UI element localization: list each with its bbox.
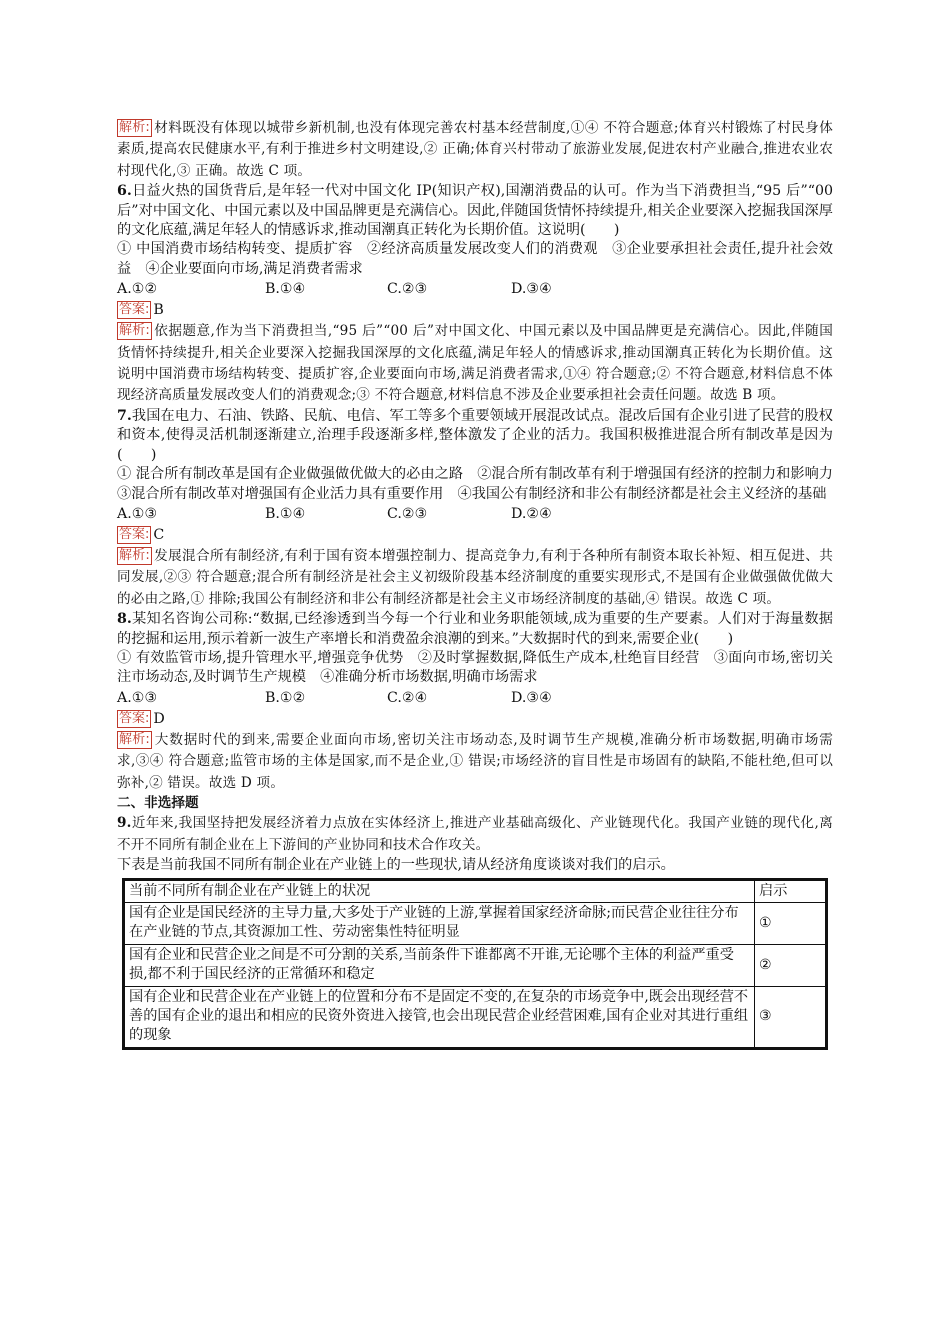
header-status: 当前不同所有制企业在产业链上的状况 [124,879,755,902]
table-row [124,944,827,986]
answer-value: C [153,526,165,543]
option-d: D.③④ [511,281,552,298]
table-cell: 国有企业和民营企业在产业链上的位置和分布不是固定不变的,在复杂的市场竞争中,既会出现经营不善的国有企业的退出和相应的民资外资进入接管,也会出现民营企业经营困难,国有企业对其进行重组的现象 [124,986,755,1048]
analysis-text: 依据题意,作为当下消费担当,“95 后”“00 后”对中国文化、中国元素以及中国品牌更是充满信心。因此,伴随国货情怀持续提升,相关企业要深入挖掘我国深厚的文化底蕴,满足年轻人的情感诉求,推动国潮真正转化为长期价值。这说明中国消费市场结构转变、提质扩容,企业要面向市场,满足消费者需求,①④ 符合题意;② 不符合题意,材料信息不体现经济高质量发展改变人们的消费观念;③ 不符合题意,材料信息不涉及企业要承担社会责任问题。故选 B 项。 [117,323,833,404]
question-stem [117,182,833,240]
option-d: D.③④ [511,689,552,706]
question-number: 9. [117,815,132,832]
section-heading: 二、非选择题 [117,794,199,811]
option-b: B.①④ [265,281,306,298]
table-header-row [124,879,827,902]
question-stem [117,407,833,465]
answer-value: B [153,302,164,319]
question-6 [117,182,833,407]
option-c: C.②③ [387,505,428,522]
answer-options [117,688,833,708]
analysis-text: 发展混合所有制经济,有利于国有资本增强控制力、提高竞争力,有利于各种所有制资本取长补短、相互促进、共同发展,②③ 符合题意;混合所有制经济是社会主义初级阶段基本经济制度的重要实现形式,不是国有企业做强做优做大的必由之路,① 排除;我国公有制经济和非公有制经济都是社会主义市场经济制度的基础,④ 错误。故选 C 项。 [117,547,833,607]
analysis-tag: 解析: [119,323,150,339]
option-d: D.②④ [511,505,552,522]
question-8 [117,610,833,794]
table-cell: ① [755,903,827,945]
answer-line [117,708,833,730]
stem-text: 我国在电力、石油、铁路、民航、电信、军工等多个重要领域开展混改试点。混改后国有企业引进了民营的股权和资本,使得灵活机制逐渐建立,治理手段逐渐多样,整体激发了企业的活力。我国积极推进混合所有制改革是因为( ) [117,407,833,463]
status-table [122,878,828,1050]
analysis-block [117,730,833,794]
option-a: A.①③ [117,505,158,522]
question-stem [117,610,833,649]
option-c: C.②③ [387,281,428,298]
answer-options [117,504,833,524]
stem-text: 近年来,我国坚持把发展经济着力点放在实体经济上,推进产业基础高级化、产业链现代化。我国产业链的现代化,离不开不同所有制企业在上下游间的产业协同和技术合作攻关。 [117,815,833,853]
question-7 [117,407,848,610]
analysis-text: 大数据时代的到来,需要企业面向市场,密切关注市场动态,及时调节生产规模,准确分析市场数据,明确市场需求,③④ 符合题意;监管市场的主体是国家,而不是企业,① 错误;市场经济的盲目性是市场固有的缺陷,不能杜绝,但可以弥补,② 错误。故选 D 项。 [117,731,833,791]
question-number: 8. [117,611,132,628]
analysis-text: 材料既没有体现以城带乡新机制,也没有体现完善农村基本经营制度,①④ 不符合题意;体育兴村锻炼了村民身体素质,提高农民健康水平,有利于推进乡村文明建设,② 正确;体育兴村带动了旅游业发展,促进农村产业融合,推进农业农村现代化,③ 正确。故选 C 项。 [117,120,833,179]
table-cell: 国有企业是国民经济的主导力量,大多处于产业链的上游,掌握着国家经济命脉;而民营企业往往分布在产业链的节点,其资源加工性、劳动密集性特征明显 [124,903,755,945]
answer-tag: 答案: [119,710,150,726]
analysis-block [117,546,833,610]
option-a: A.①② [117,281,158,298]
question-instruction: 下表是当前我国不同所有制企业在产业链上的一些现状,请从经济角度谈谈对我们的启示。 [117,857,675,874]
analysis-tag: 解析: [119,731,150,747]
table-row [124,986,827,1048]
question-9 [117,813,833,1049]
answer-tag: 答案: [119,526,150,542]
question-number: 6. [117,183,132,200]
choice-statements: ① 混合所有制改革是国有企业做强做优做大的必由之路 ②混合所有制改革有利于增强国有经济的控制力和影响力 ③混合所有制改革对增强国有企业活力具有重要作用 ④我国公有制经济和非公有制经济都是社会主义经济的基础 [117,466,848,502]
answer-options [117,279,833,299]
option-b: B.①④ [265,505,306,522]
analysis-tag: 解析: [119,120,150,135]
answer-line [117,524,833,546]
answer-line [117,299,833,321]
choice-statements: ① 有效监管市场,提升管理水平,增强竞争优势 ②及时掌握数据,降低生产成本,杜绝盲目经营 ③面向市场,密切关注市场动态,及时调节生产规模 ④准确分析市场数据,明确市场需求 [117,649,833,686]
question-number: 7. [117,407,132,424]
analysis-tag: 解析: [119,547,150,563]
analysis-q5 [117,118,833,182]
analysis-block [117,321,833,407]
option-b: B.①② [265,689,306,706]
stem-text: 某知名咨询公司称:“数据,已经渗透到当今每一个行业和业务职能领域,成为重要的生产要素。人们对于海量数据的挖掘和运用,预示着新一波生产率增长和消费盈余浪潮的到来。”大数据时代的到来,需要企业( ) [117,611,833,647]
table-cell: 国有企业和民营企业之间是不可分割的关系,当前条件下谁都离不开谁,无论哪个主体的利益严重受损,都不利于国民经济的正常循环和稳定 [124,944,755,986]
document-page [117,118,848,1050]
option-a: A.①③ [117,689,158,706]
choice-statements: ① 中国消费市场结构转变、提质扩容 ②经济高质量发展改变人们的消费观 ③企业要承担社会责任,提升社会效益 ④企业要面向市场,满足消费者需求 [117,241,833,277]
table-cell: ③ [755,986,827,1048]
answer-tag: 答案: [119,302,150,318]
table-cell: ② [755,944,827,986]
question-stem [117,813,833,856]
stem-text: 日益火热的国货背后,是年轻一代对中国文化 IP(知识产权),国潮消费品的认可。作为当下消费担当,“95 后”“00 后”对中国文化、中国元素以及中国品牌更是充满信心。因此,伴随国货情怀持续提升,相关企业要深入挖掘我国深厚的文化底蕴,满足年轻人的情感诉求,推动国潮真正转化为长期价值。这说明( ) [117,183,833,239]
header-insight: 启示 [755,879,827,902]
answer-value: D [153,710,165,727]
option-c: C.②④ [387,689,428,706]
table-row [124,903,827,945]
